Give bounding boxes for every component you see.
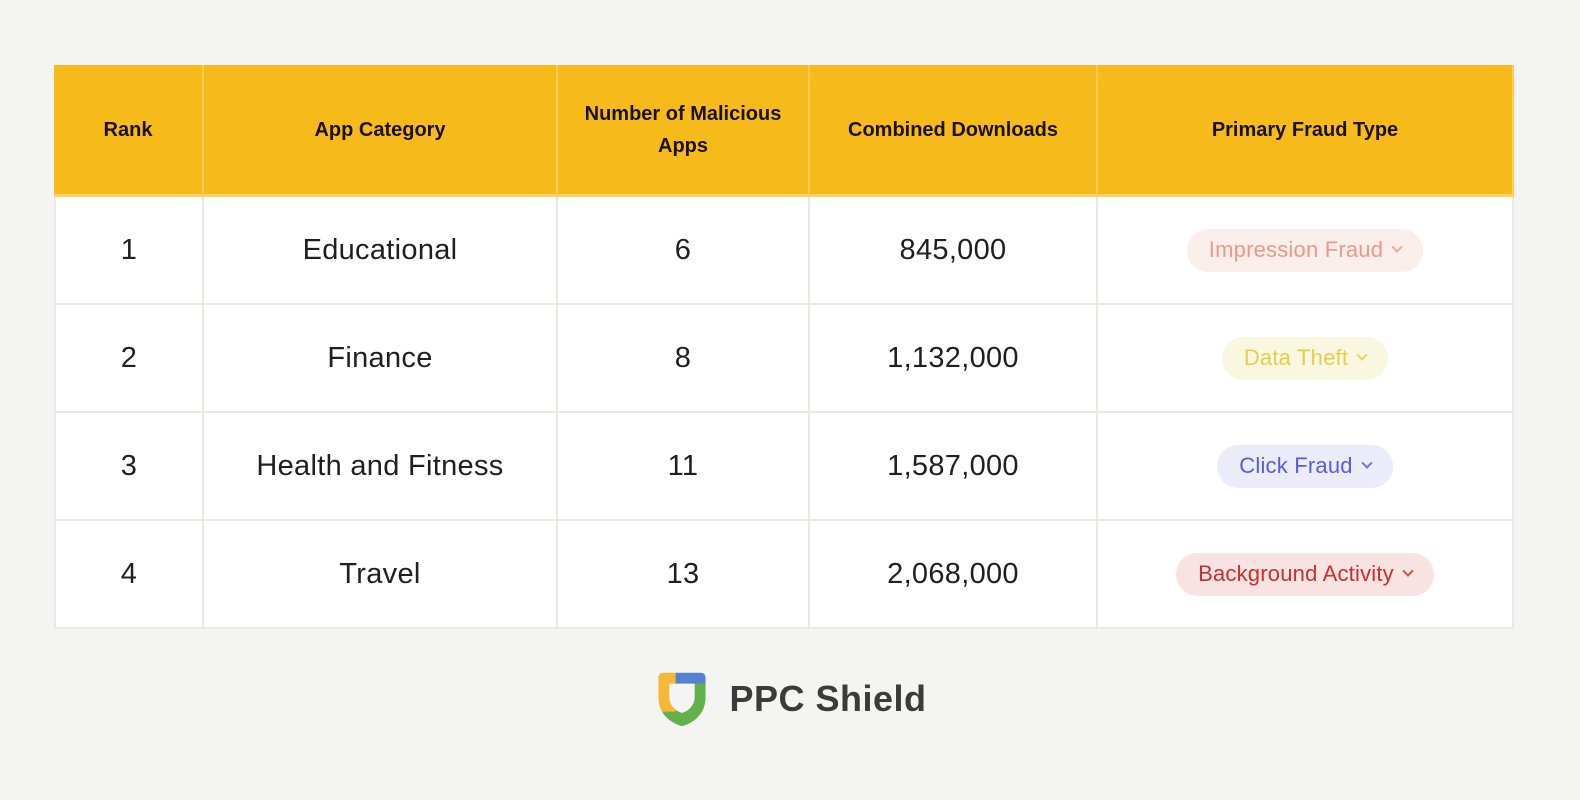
malicious-apps-table: [54, 65, 1514, 629]
category-cell: Health and Fitness: [204, 413, 558, 521]
column-header-malicious-apps: Number of Malicious Apps: [558, 65, 810, 197]
fraud-type-cell: [1098, 521, 1514, 629]
fraud-type-badge[interactable]: [1222, 337, 1388, 380]
shield-logo-icon: [653, 668, 711, 730]
column-header-rank: Rank: [54, 65, 204, 197]
rank-cell: 4: [54, 521, 204, 629]
brand-name: PPC Shield: [729, 678, 927, 719]
fraud-type-badge[interactable]: [1217, 445, 1392, 488]
fraud-type-badge[interactable]: [1176, 553, 1434, 596]
footer-brand: [0, 668, 1580, 730]
downloads-cell: 2,068,000: [810, 521, 1098, 629]
chevron-down-icon: [1392, 241, 1403, 252]
fraud-type-cell: [1098, 305, 1514, 413]
category-cell: Travel: [204, 521, 558, 629]
apps-cell: 6: [558, 197, 810, 305]
apps-cell: 8: [558, 305, 810, 413]
column-header-primary-fraud-type: Primary Fraud Type: [1098, 65, 1514, 197]
column-header-app-category: App Category: [204, 65, 558, 197]
category-cell: Educational: [204, 197, 558, 305]
fraud-type-label: Data Theft: [1243, 344, 1349, 370]
downloads-cell: 1,132,000: [810, 305, 1098, 413]
downloads-cell: 845,000: [810, 197, 1098, 305]
chevron-down-icon: [1356, 349, 1367, 360]
apps-cell: 13: [558, 521, 810, 629]
downloads-cell: 1,587,000: [810, 413, 1098, 521]
fraud-type-badge[interactable]: [1187, 229, 1423, 272]
category-cell: Finance: [204, 305, 558, 413]
column-header-combined-downloads: Combined Downloads: [810, 65, 1098, 197]
fraud-type-cell: [1098, 197, 1514, 305]
rank-cell: 3: [54, 413, 204, 521]
chevron-down-icon: [1361, 457, 1372, 468]
rank-cell: 2: [54, 305, 204, 413]
chevron-down-icon: [1402, 565, 1413, 576]
fraud-type-cell: [1098, 413, 1514, 521]
apps-cell: 11: [558, 413, 810, 521]
rank-cell: 1: [54, 197, 204, 305]
fraud-type-label: Impression Fraud: [1208, 236, 1384, 262]
fraud-type-label: Click Fraud: [1239, 452, 1353, 478]
fraud-type-label: Background Activity: [1198, 560, 1394, 586]
